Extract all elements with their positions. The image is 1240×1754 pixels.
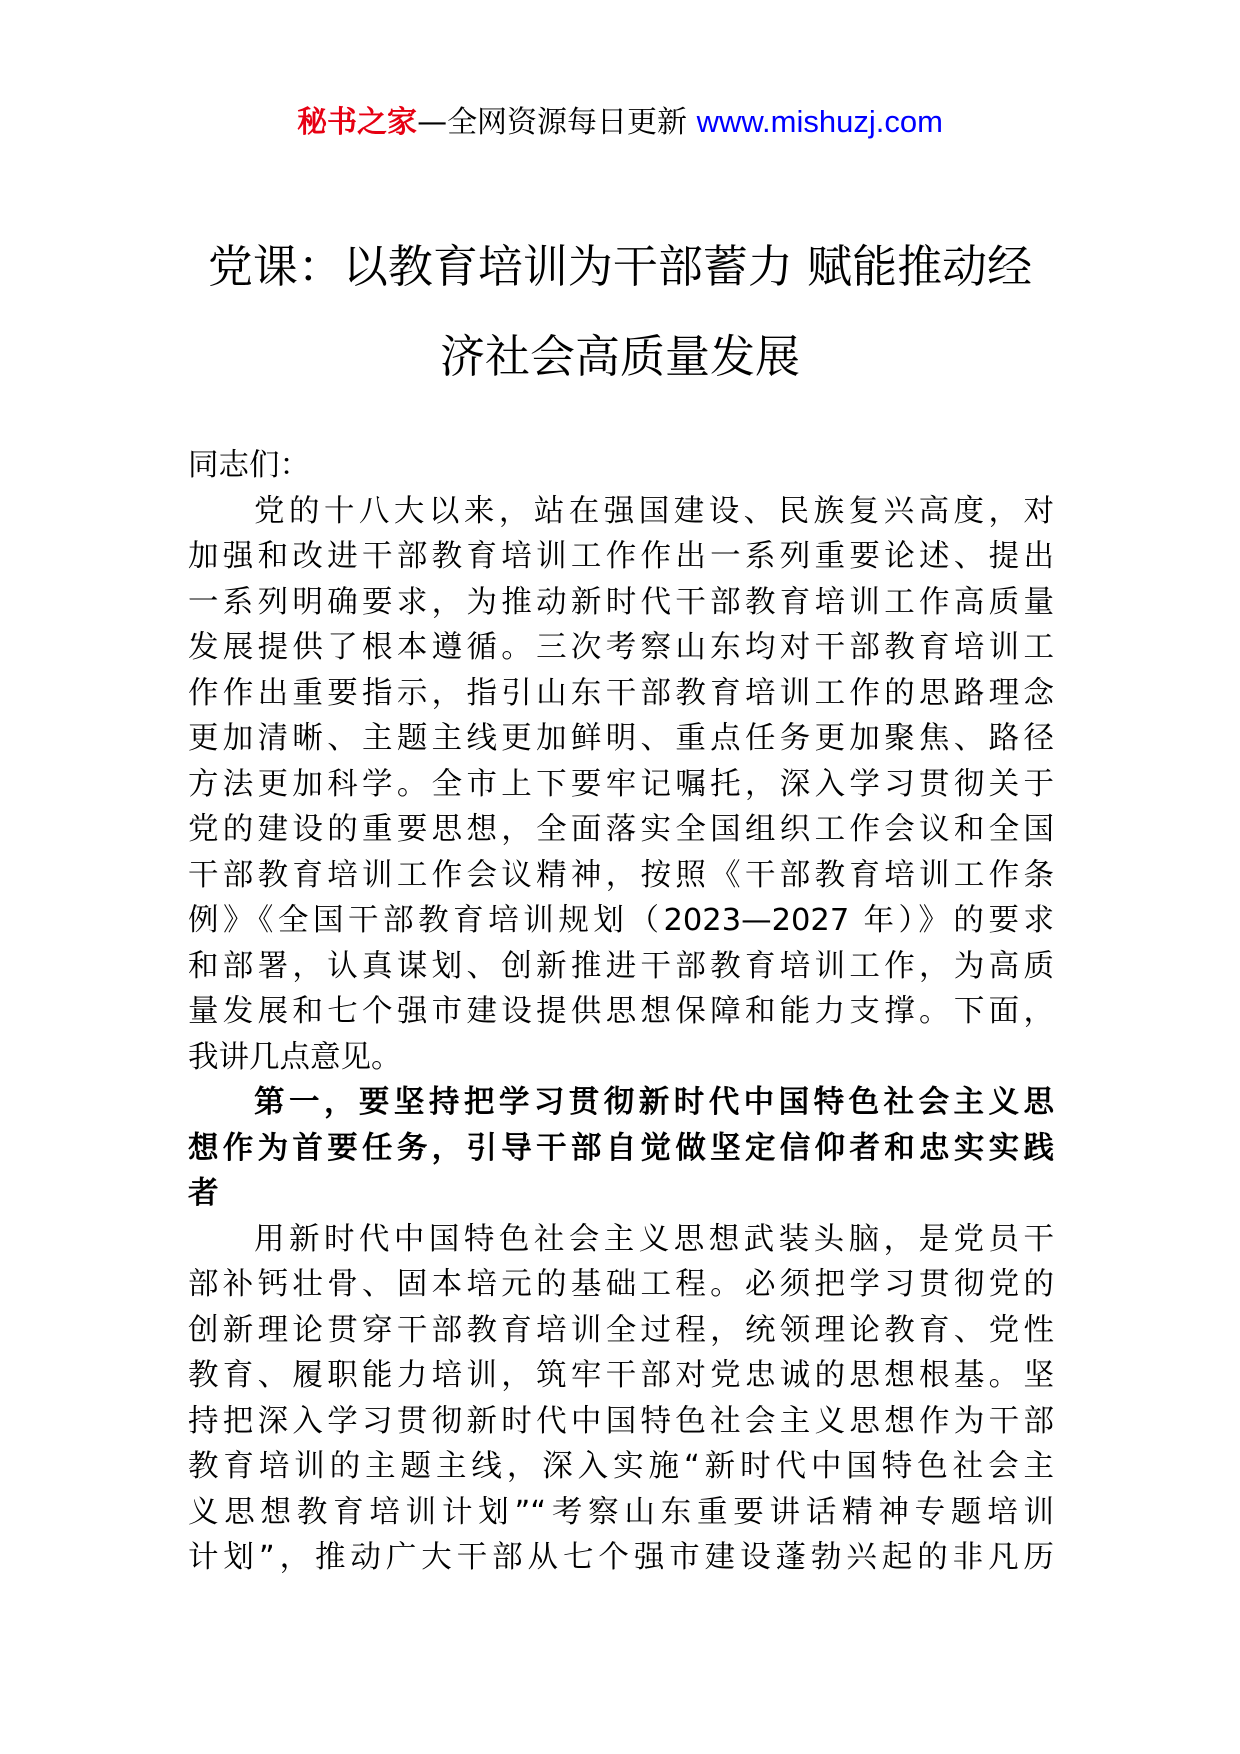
paragraph-line: 和部署，认真谋划、创新推进干部教育培训工作，为高质 [188,948,1054,984]
paragraph-line: 党的十八大以来，站在强国建设、民族复兴高度，对 [254,493,1054,529]
site-url-link[interactable]: www.mishuzj.com [696,104,943,139]
paragraph-line: 一系列明确要求，为推动新时代干部教育培训工作高质量 [188,584,1054,620]
heading-line: 想作为首要任务，引导干部自觉做坚定信仰者和忠实实践 [188,1130,1054,1166]
paragraph-section-1 [188,1217,1054,1581]
paragraph-line: 方法更加科学。全市上下要牢记嘱托，深入学习贯彻关于 [188,766,1054,802]
paragraph-line: 计划”，推动广大干部从七个强市建设蓬勃兴起的非凡历 [188,1540,1054,1575]
brand-name: 秘书之家 [297,105,418,140]
paragraph-line: 作作出重要指示，指引山东干部教育培训工作的思路理念 [188,675,1054,711]
paragraph-line: 干部教育培训工作会议精神，按照《干部教育培训工作条 [188,857,1054,893]
paragraph-intro [188,489,1054,1081]
paragraph-line: 例》《全国干部教育培训规划（2023—2027 年）》的要求 [188,903,1054,938]
heading-line: 第一，要坚持把学习贯彻新时代中国特色社会主义思 [254,1085,1054,1120]
section-heading-1 [188,1080,1054,1217]
paragraph-line: 教育培训的主题主线，深入实施“新时代中国特色社会主 [188,1449,1054,1484]
paragraph-line: 我讲几点意见。 [188,1039,402,1075]
paragraph-line: 教育、履职能力培训，筑牢干部对党忠诚的思想根基。坚 [188,1358,1054,1393]
paragraph-line: 义思想教育培训计划”“考察山东重要讲话精神专题培训 [188,1494,1054,1530]
paragraph-line: 用新时代中国特色社会主义思想武装头脑，是党员干 [254,1221,1054,1257]
title-line-1: 党课：以教育培训为干部蓄力 赋能推动经 [207,240,1033,293]
document-title [190,222,1050,402]
paragraph-line: 创新理论贯穿干部教育培训全过程，统领理论教育、党性 [188,1312,1054,1348]
title-line-2: 济社会高质量发展 [439,330,800,383]
heading-line: 者 [188,1176,219,1211]
paragraph-line: 党的建设的重要思想，全面落实全国组织工作会议和全国 [188,812,1054,847]
document-body [188,443,1054,1581]
site-header [0,98,1240,147]
paragraph-line: 发展提供了根本遵循。三次考察山东均对干部教育培训工 [188,630,1054,665]
paragraph-line: 持把深入学习贯彻新时代中国特色社会主义思想作为干部 [188,1403,1054,1439]
paragraph-line: 部补钙壮骨、固本培元的基础工程。必须把学习贯彻党的 [188,1267,1054,1302]
paragraph-line: 更加清晰、主题主线更加鲜明、重点任务更加聚焦、路径 [188,721,1054,756]
salutation: 同志们： [188,448,310,483]
paragraph-line: 加强和改进干部教育培训工作作出一系列重要论述、提出 [188,539,1054,574]
header-slogan: —全网资源每日更新 [417,105,697,140]
paragraph-line: 量发展和七个强市建设提供思想保障和能力支撑。下面， [188,994,1054,1029]
